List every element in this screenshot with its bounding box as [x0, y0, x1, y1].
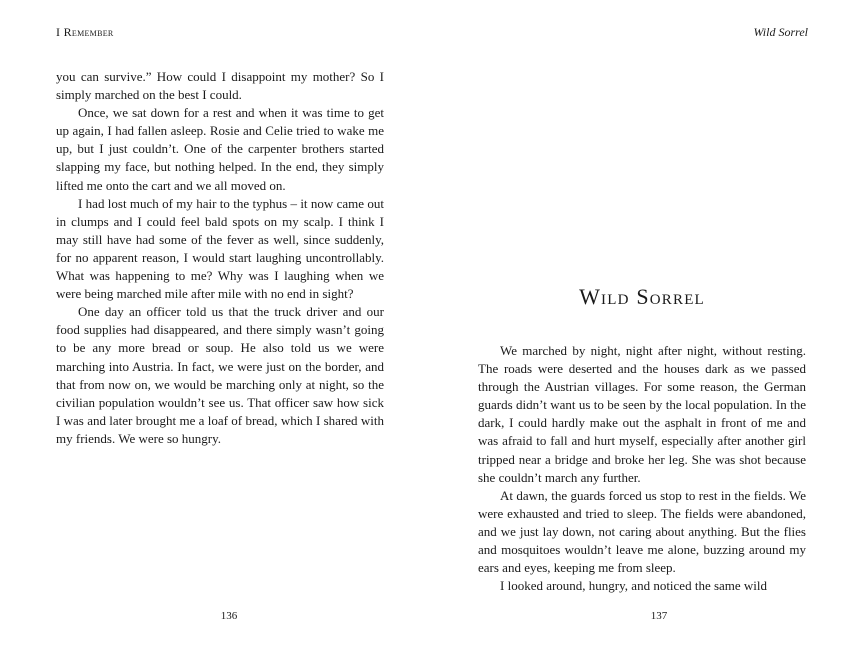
page-number: 137 — [650, 610, 668, 622]
page-number: 136 — [220, 610, 238, 622]
right-page-body — [478, 342, 806, 595]
paragraph: We marched by night, night after night, without resting. The roads were deserted and the houses dark as we passed through the Austrian villages. For some reason, the German guards didn’t want us to be seen by the local population. In the dark, I could hardly make out the asphalt in front of me and was afraid to fall and hurt myself, especially after another girl tripped near a bridge and broke her leg. She was shot because she couldn’t march any further. — [478, 343, 806, 485]
paragraph: Once, we sat down for a rest and when it was time to get up again, I had fallen asleep. Rosie and Celie tried to wake me up, but I just couldn’t. One of the carpenter brothers started slapping my face, but nothing helped. In the end, they simply lifted me onto the cart and we all moved on. — [56, 105, 384, 193]
paragraph: you can survive.” How could I disappoint my mother? So I simply marched on the best I could. — [56, 69, 384, 103]
running-head-chapter-title: Wild Sorrel — [753, 25, 808, 39]
chapter-title: Wild Sorrel — [579, 284, 705, 309]
running-head-book-title: I Remember — [56, 25, 114, 39]
paragraph: One day an officer told us that the truck driver and our food supplies had disappeared, and there simply wasn’t going to be any more bread or soup. He also told us we were marching into Austria. In fact, we were just on the border, and that from now on, we would be marching only at night, so the civilian population wouldn’t see us. That officer saw how sick I was and later brought me a loaf of bread, which I shared with my friends. We were so hungry. — [56, 304, 384, 446]
paragraph: At dawn, the guards forced us stop to rest in the fields. We were exhausted and tried to sleep. The fields were abandoned, and we just lay down, not caring about anything. But the flies and mosquitoes wouldn’t leave me alone, buzzing around my ears and eyes, keeping me from sleep. — [478, 487, 806, 576]
left-page-body — [56, 68, 384, 448]
paragraph: I had lost much of my hair to the typhus – it now came out in clumps and I could feel bald spots on my scalp. I think I may still have had some of the fever as well, since suddenly, for no apparent reason, I would start laughing uncontrollably. What was happening to me? Why was I laughing when we were being marched mile after mile with no end in sight? — [56, 195, 384, 302]
paragraph: I looked around, hungry, and noticed the same wild — [500, 578, 768, 594]
right-page — [432, 0, 864, 648]
